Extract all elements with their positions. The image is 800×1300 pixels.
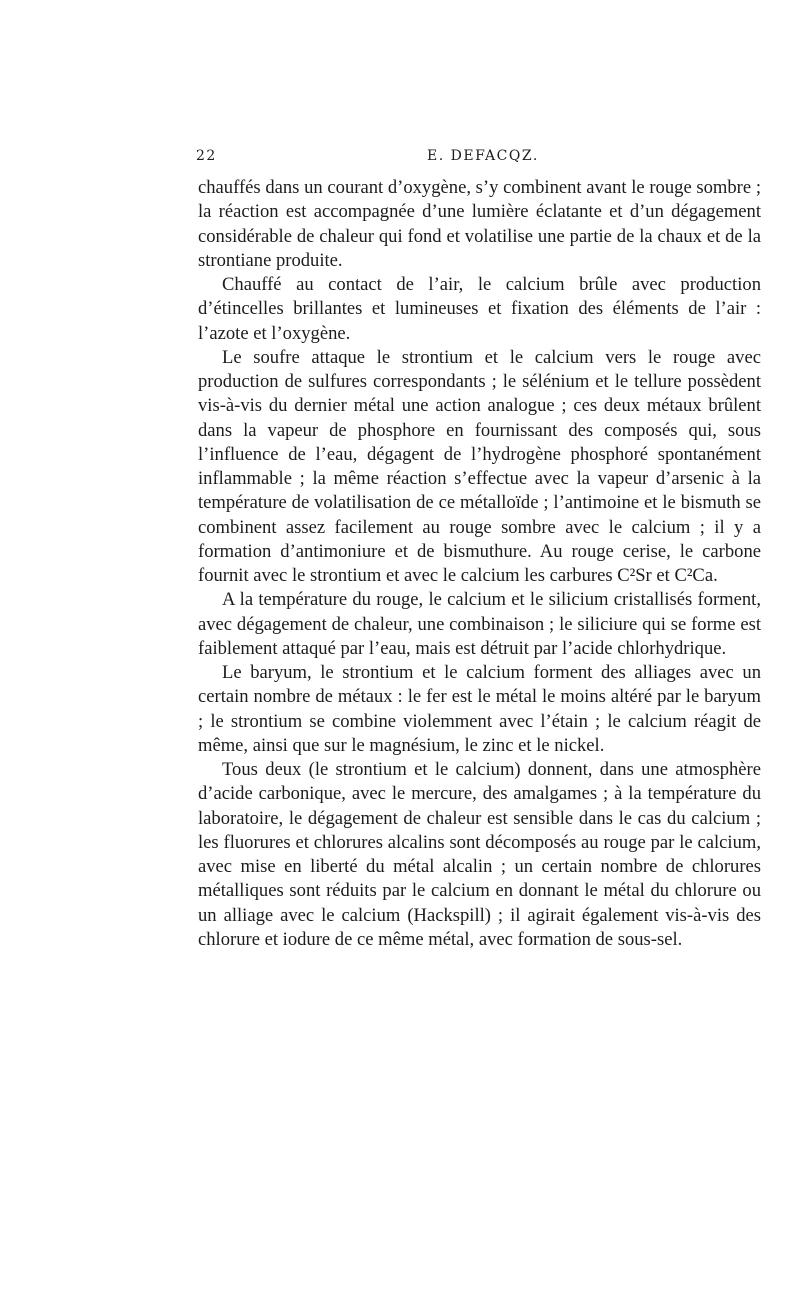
running-title: E. DEFACQZ. [427,148,539,164]
paragraph-silicium: A la température du rouge, le calcium et le silicium cristallisés forment, avec dégagement de chaleur, une combinaison ; le siliciure qui se forme est faiblement attaqué par l’eau, mais est détruit par l’acide chlorhydrique. [198,589,761,659]
running-head [196,148,761,170]
paragraph-air-combustion: Chauffé au contact de l’air, le calcium brûle avec production d’étincelles brillantes et lumineuses et fixation des éléments de l’air : l’azote et l’oxygène. [198,274,761,344]
body-text [198,176,761,952]
paragraph-amalgams: Tous deux (le strontium et le calcium) donnent, dans une atmosphère d’acide carbonique, avec le mercure, des amalgames ; à la température du laboratoire, le dégagement de chaleur est sensible dans le cas du calcium ; les fluorures et chlorures alcalins sont décomposés au rouge par le calcium, avec mise en liberté du métal alcalin ; un certain nombre de chlorures métalliques sont réduits par le calcium en donnant le métal du chlorure ou un alliage avec le calcium (Hackspill) ; il agirait également vis-à-vis des chlorure et iodure de ce même métal, avec formation de sous-sel. [198,759,761,950]
paragraph-oxygen-combustion: chauffés dans un courant d’oxygène, s’y combinent avant le rouge sombre ; la réaction est accompagnée d’une lumière éclatante et d’un dégagement considérable de chaleur qui fond et volatilise une partie de la chaux et de la strontiane produite. [198,177,761,271]
page-number: 22 [196,148,217,164]
paragraph-sulfur-reactions: Le soufre attaque le strontium et le calcium vers le rouge avec production de sulfures correspondants ; le sélénium et le tellure possèdent vis-à-vis du dernier métal une action analogue ; ces deux métaux brûlent dans la vapeur de phosphore en fournissant des composés qui, sous l’influence de l’eau, dégagent de l’hydrogène phosphoré spontanément inflammable ; la même réaction s’effectue avec la vapeur d’arsenic à la température de volatilisation de ce métalloïde ; l’antimoine et le bismuth se combinent assez facilement au rouge sombre avec le calcium ; il y a formation d’antimoniure et de bismuthure. Au rouge cerise, le carbone fournit avec le strontium et avec le calcium les carbures C²Sr et C²Ca. [198,346,761,586]
paragraph-alloys: Le baryum, le strontium et le calcium forment des alliages avec un certain nombre de métaux : le fer est le métal le moins altéré par le baryum ; le strontium se combine violemment avec l’étain ; le calcium réagit de même, ainsi que sur le magnésium, le zinc et le nickel. [198,662,761,756]
